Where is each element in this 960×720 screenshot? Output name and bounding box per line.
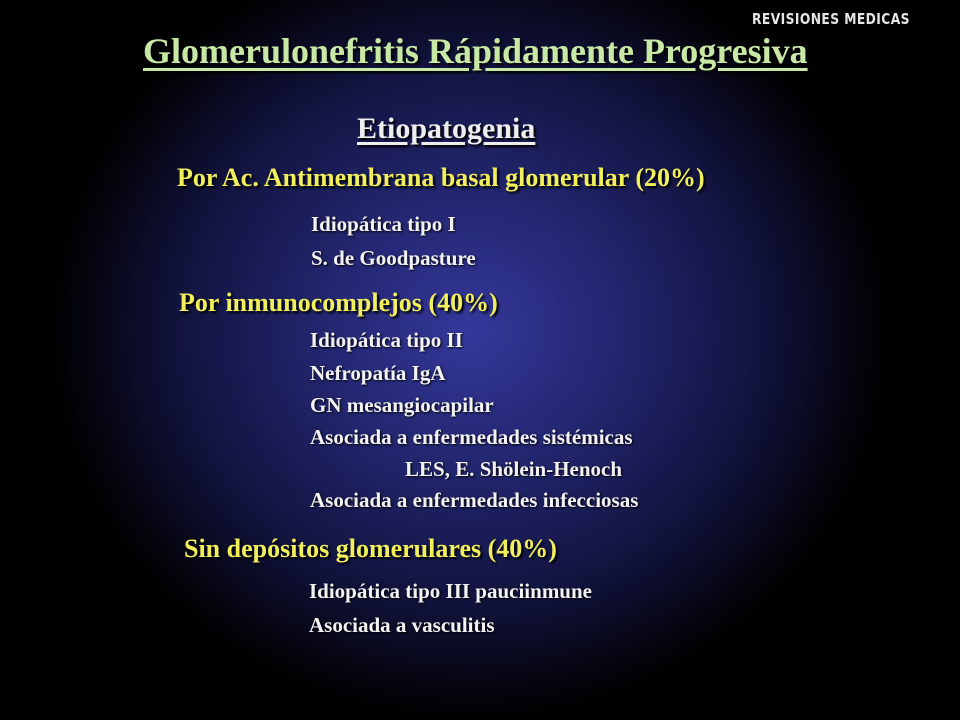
list-item: Asociada a enfermedades infecciosas — [310, 488, 639, 512]
list-item-subitem: LES, E. Shölein-Henoch — [405, 457, 623, 481]
list-item: S. de Goodpasture — [311, 246, 476, 270]
list-item: Idiopática tipo I — [311, 212, 456, 236]
section-heading-sin-depositos: Sin depósitos glomerulares (40%) — [184, 534, 557, 563]
slide-subtitle: Etiopatogenia — [357, 112, 536, 145]
list-item: Asociada a vasculitis — [309, 613, 495, 637]
section-heading-inmunocomplejos: Por inmunocomplejos (40%) — [179, 288, 498, 317]
list-item: GN mesangiocapilar — [310, 393, 494, 417]
list-item: Idiopática tipo II — [310, 328, 463, 352]
list-item: Asociada a enfermedades sistémicas — [310, 425, 633, 449]
watermark-logo: REVISIONES MEDICAS — [752, 10, 910, 28]
section-heading-antimembrana: Por Ac. Antimembrana basal glomerular (20%) — [177, 163, 705, 192]
slide-title: Glomerulonefritis Rápidamente Progresiva — [143, 31, 808, 71]
list-item: Nefropatía IgA — [310, 361, 446, 385]
list-item: Idiopática tipo III pauciinmune — [309, 579, 592, 603]
